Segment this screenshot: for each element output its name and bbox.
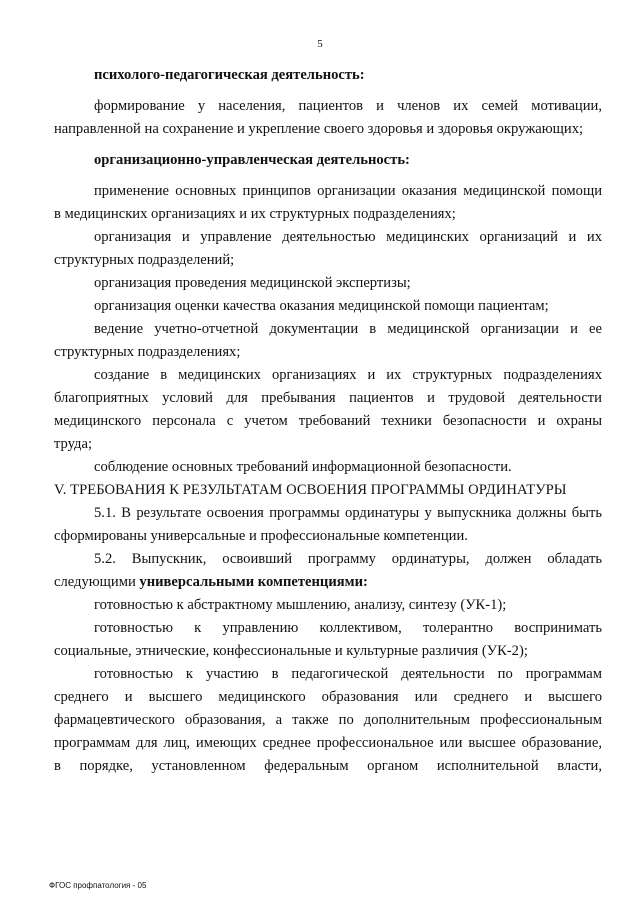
footer-code: ФГОС профпатология - 05 [49, 881, 147, 890]
text-line: соблюдение основных требований информационной безопасности. [94, 459, 512, 475]
text-line: готовностью к управлению коллективом, толерантно воспринимать [94, 620, 602, 636]
text-line: организация оценки качества оказания медицинской помощи пациентам; [94, 298, 549, 314]
text-line: среднего и высшего медицинского образования или среднего и высшего [54, 689, 602, 705]
text-line: сформированы универсальные и профессиональные компетенции. [54, 528, 468, 544]
text-line: в медицинских организациях и их структурных подразделениях; [54, 206, 456, 222]
page-number: 5 [317, 38, 323, 50]
text-line: труда; [54, 436, 92, 452]
text-line: ведение учетно-отчетной документации в медицинской организации и ее [94, 321, 602, 337]
text-line [54, 571, 602, 594]
section-heading: V. ТРЕБОВАНИЯ К РЕЗУЛЬТАТАМ ОСВОЕНИЯ ПРОГРАММЫ ОРДИНАТУРЫ [54, 482, 567, 498]
text-fragment: следующими [54, 574, 140, 590]
text-line: структурных подразделений; [54, 252, 235, 268]
text-line: формирование у населения, пациентов и членов их семей мотивации, [94, 98, 602, 114]
text-line: создание в медицинских организациях и их структурных подразделениях [94, 367, 602, 383]
text-line: 5.2. Выпускник, освоивший программу ординатуры, должен обладать [94, 551, 602, 567]
text-line: фармацевтического образования, а также по дополнительным профессиональным [54, 712, 602, 728]
text-line: организация проведения медицинской экспертизы; [94, 275, 411, 291]
text-line: 5.1. В результате освоения программы ординатуры у выпускника должны быть [94, 505, 602, 521]
text-line: программам для лиц, имеющих среднее профессиональное или высшее образование, [54, 735, 602, 751]
text-line: в порядке, установленном федеральным органом исполнительной власти, [54, 758, 602, 774]
text-line: направленной на сохранение и укрепление своего здоровья и здоровья окружающих; [54, 121, 584, 137]
text-line: организация и управление деятельностью медицинских организаций и их [94, 229, 602, 245]
subheading-psychological: психолого-педагогическая деятельность: [94, 67, 365, 83]
subheading-organizational: организационно-управленческая деятельность: [94, 152, 410, 168]
text-line: структурных подразделениях; [54, 344, 241, 360]
universal-competencies-label: универсальными компетенциями: [139, 574, 368, 590]
text-line: социальные, этнические, конфессиональные и культурные различия (УК-2); [54, 643, 528, 659]
text-line: готовностью к абстрактному мышлению, анализу, синтезу (УК-1); [94, 597, 507, 613]
text-line: благоприятных условий для пребывания пациентов и трудовой деятельности [54, 390, 602, 406]
text-line: применение основных принципов организации оказания медицинской помощи [94, 183, 602, 199]
text-line: медицинского персонала с учетом требований техники безопасности и охраны [54, 413, 602, 429]
document-body [54, 64, 602, 778]
text-line: готовностью к участию в педагогической деятельности по программам [94, 666, 602, 682]
